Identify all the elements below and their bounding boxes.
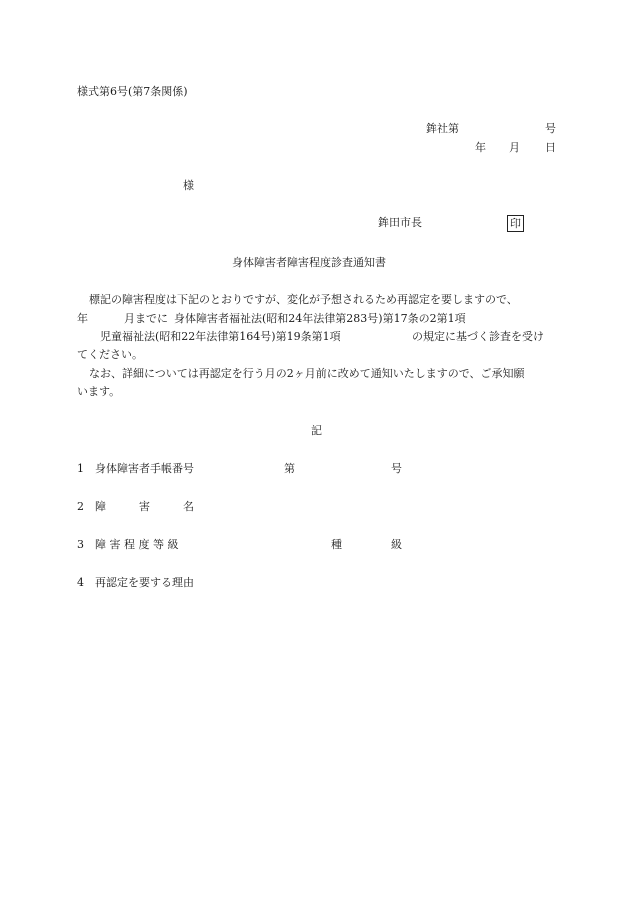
body-line-3-tail: の規定に基づく診査を受け: [412, 330, 544, 343]
ki-marker: 記: [311, 424, 322, 437]
date-month: 月: [509, 141, 520, 154]
item-prefix-dai: 第: [284, 462, 295, 475]
item-suffix-shu: 種: [331, 538, 342, 551]
body-month-deadline: 月までに: [124, 312, 168, 325]
body-line-6: います。: [77, 385, 121, 398]
date-day: 日: [545, 141, 556, 154]
item-suffix-kyu: 級: [391, 538, 402, 551]
item-label-disability-name: 障 害 名: [95, 500, 194, 513]
document-title: 身体障害者障害程度診査通知書: [232, 256, 386, 269]
item-label-handbook-number: 身体障害者手帳番号: [95, 462, 194, 475]
body-year: 年: [77, 312, 88, 325]
body-law-child: 児童福祉法(昭和22年法律第164号)第19条第1項: [100, 330, 341, 343]
item-label-recertification-reason: 再認定を要する理由: [95, 576, 194, 589]
item-number: 1: [77, 462, 84, 475]
body-line-5: なお、詳細については再認定を行う月の2ヶ月前に改めて通知いたしますので、ご承知願: [89, 367, 525, 380]
sender-title: 鉾田市長: [378, 216, 422, 229]
date-year: 年: [475, 141, 486, 154]
addressee-suffix: 様: [183, 179, 194, 192]
doc-number-prefix: 鉾社第: [426, 122, 459, 135]
seal-stamp: 印: [507, 215, 524, 232]
body-line-4: てください。: [77, 348, 143, 361]
doc-number-suffix: 号: [545, 122, 556, 135]
body-line-1: 標記の障害程度は下記のとおりですが、変化が予想されるため再認定を要しますので、: [89, 293, 518, 306]
body-law-disabled: 身体障害者福祉法(昭和24年法律第283号)第17条の2第1項: [174, 312, 466, 325]
form-number: 様式第6号(第7条関係): [77, 85, 188, 98]
item-number: 2: [77, 500, 84, 513]
item-number: 3: [77, 538, 84, 551]
item-number: 4: [77, 576, 84, 589]
item-label-disability-grade: 障 害 程 度 等 級: [95, 538, 179, 551]
item-suffix-go: 号: [391, 462, 402, 475]
